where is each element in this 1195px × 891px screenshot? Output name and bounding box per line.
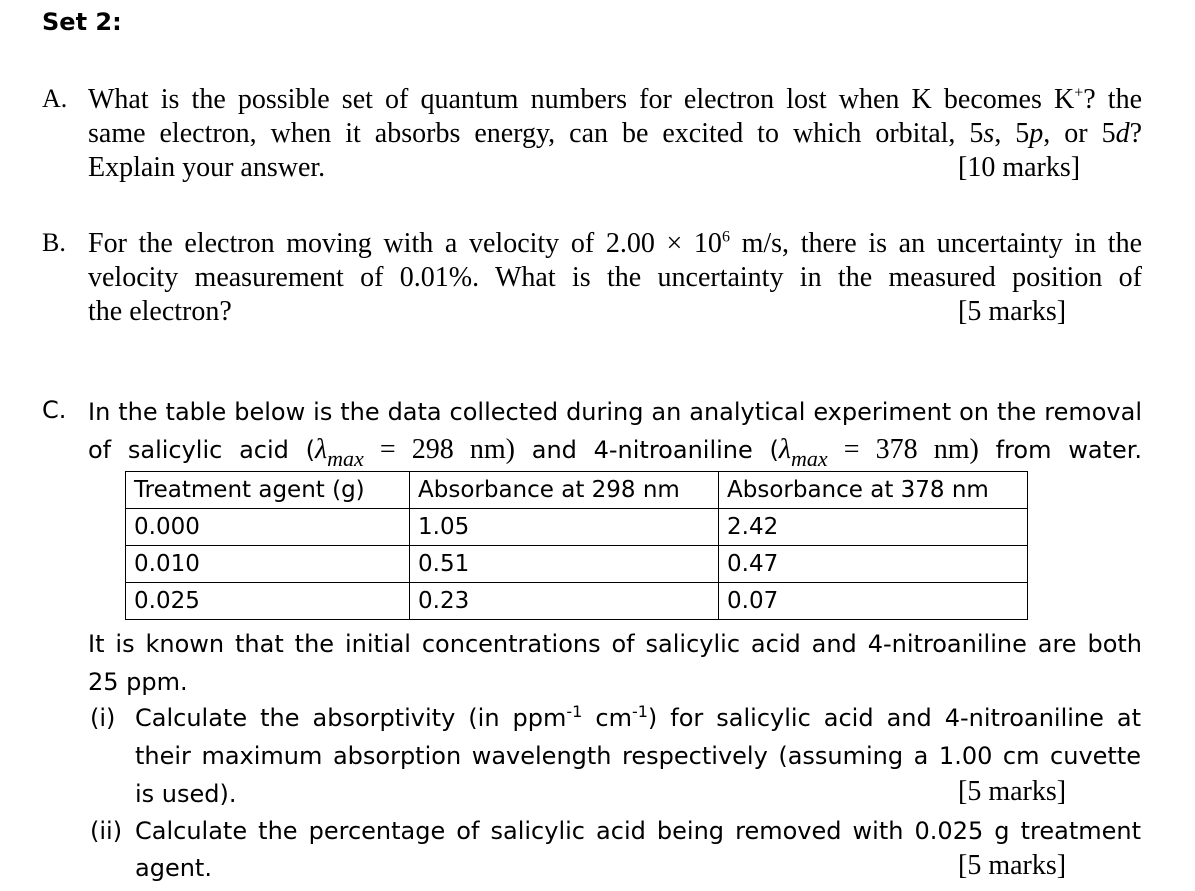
- table-cell: 1.05: [410, 509, 719, 546]
- question-b-line3: the electron?: [88, 296, 232, 327]
- table-cell: 0.000: [126, 509, 410, 546]
- question-c-after-line2: 25 ppm.: [88, 668, 188, 696]
- sub-question-i-line1: Calculate the absorptivity (in ppm$^{-1}$ $cm^{-1}$) for salicylic acid and 4-nitroaniline at: [135, 702, 1142, 732]
- sub-question-ii-line1: Calculate the percentage of salicylic acid being removed with 0.025 g treatment: [135, 817, 1141, 845]
- question-a-line1: What is the possible set of quantum numbers for electron lost when K becomes K+? the: [88, 84, 1142, 115]
- table-cell: 0.010: [126, 546, 410, 583]
- table-cell: 0.025: [126, 583, 410, 620]
- question-b-line1: For the electron moving with a velocity of $2.00 \times 10^6$ m/s, there is an uncertainty in the: [88, 228, 1142, 259]
- sub-question-ii-marks: [5 marks]: [958, 850, 1067, 881]
- question-c-after-line1: It is known that the initial concentrations of salicylic acid and 4-nitroaniline are both: [88, 630, 1142, 658]
- question-c-label: C.: [42, 396, 67, 424]
- table-header-cell: Treatment agent (g): [126, 472, 410, 509]
- sub-question-i-line3: is used).: [135, 780, 237, 808]
- question-c-line2: of salicylic acid ($\lambda_{max} = 298$ nm) and 4-nitroaniline ($\lambda_{max} = 378$ nm) from water.: [88, 434, 1142, 471]
- table-header-row: [126, 472, 1028, 509]
- question-c-line1: In the table below is the data collected during an analytical experiment on the removal: [88, 398, 1142, 426]
- absorbance-table: [125, 471, 1028, 620]
- question-a-line2: same electron, when it absorbs energy, can be excited to which orbital, 5s, 5p, or 5d?: [88, 118, 1143, 149]
- question-a-line3: Explain your answer.: [88, 152, 326, 183]
- table-header-cell: Absorbance at 298 nm: [410, 472, 719, 509]
- question-a-label: A.: [42, 84, 68, 113]
- table-row: [126, 583, 1028, 620]
- sub-question-ii-line2: agent.: [135, 854, 212, 882]
- sub-question-ii-label: (ii): [90, 817, 123, 845]
- table-row: [126, 546, 1028, 583]
- set-title: Set 2:: [42, 8, 122, 36]
- table-header-cell: Absorbance at 378 nm: [719, 472, 1028, 509]
- table-cell: 0.07: [719, 583, 1028, 620]
- question-b-line2: velocity measurement of 0.01%. What is the uncertainty in the measured position of: [88, 262, 1142, 293]
- table-cell: 0.23: [410, 583, 719, 620]
- table-cell: 2.42: [719, 509, 1028, 546]
- table-cell: 0.47: [719, 546, 1028, 583]
- question-a-marks: [10 marks]: [958, 152, 1081, 183]
- table-cell: 0.51: [410, 546, 719, 583]
- sub-question-i-label: (i): [90, 704, 116, 732]
- sub-question-i-marks: [5 marks]: [958, 776, 1067, 807]
- table-row: [126, 509, 1028, 546]
- question-b-label: B.: [42, 228, 66, 257]
- sub-question-i-line2: their maximum absorption wavelength respectively (assuming a 1.00 cm cuvette: [135, 742, 1141, 770]
- question-b-marks: [5 marks]: [958, 296, 1067, 327]
